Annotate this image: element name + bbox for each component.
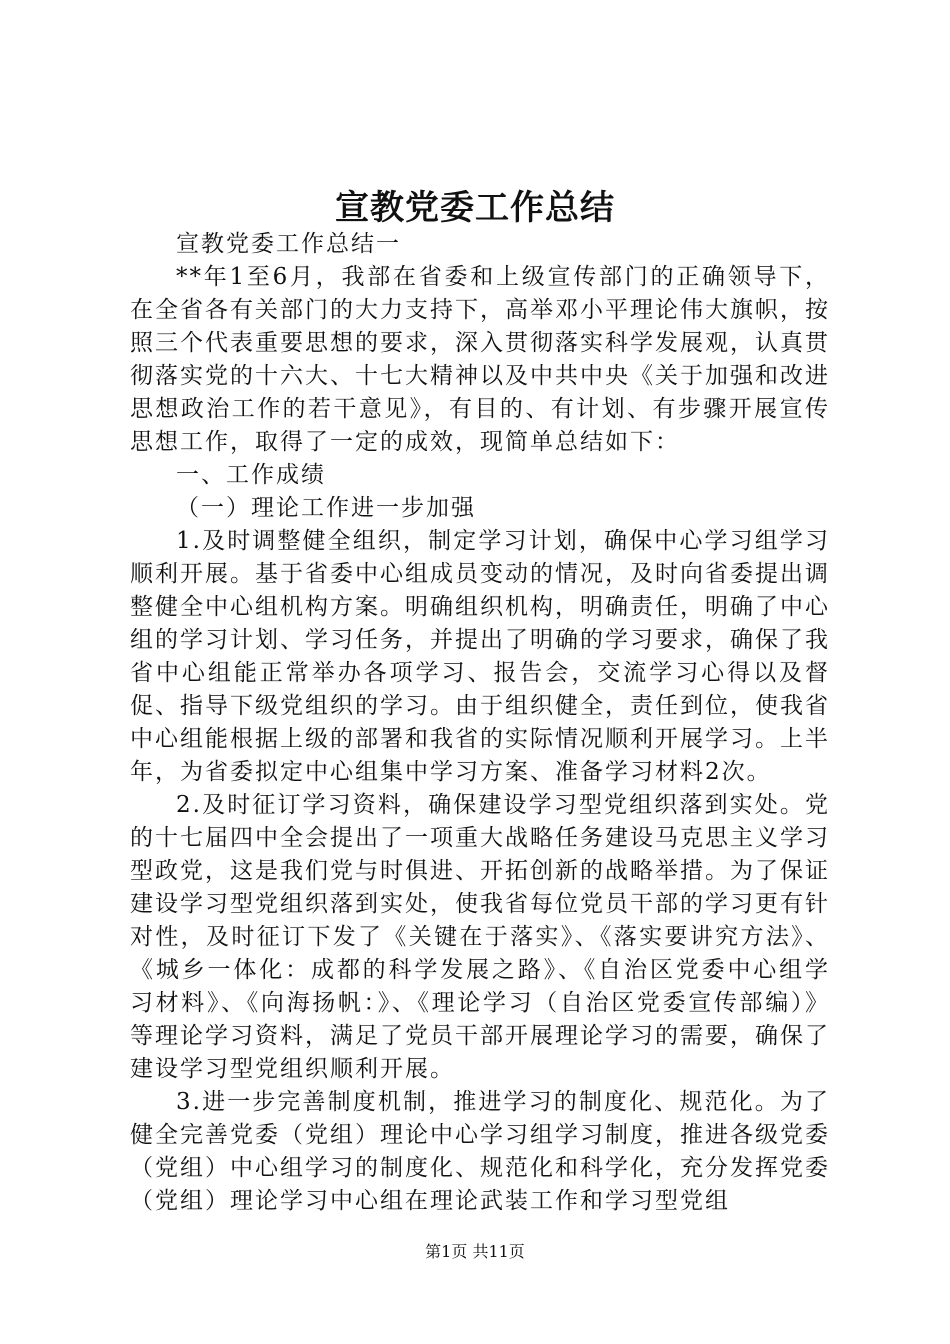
paragraph-item-2: 2.及时征订学习资料，确保建设学习型党组织落到实处。党的十七届四中全会提出了一项重大战略任务建设马克思主义学习型政党，这是我们党与时俱进、开拓创新的战略举措。为了保证建设学习型党组织落到实处，使我省每位党员干部的学习更有针对性，及时征订下发了《关键在于落实》、《落实要讲究方法》、《城乡一体化：成都的科学发展之路》、《自治区党委中心组学习材料》、《向海扬帆：》、《理论学习（自治区党委宣传部编）》等理论学习资料，满足了党员干部开展理论学习的需要，确保了建设学习型党组织顺利开展。 (130, 792, 830, 1082)
subsection-heading: （一）理论工作进一步加强 (176, 495, 476, 521)
paragraph-intro: **年1至6月，我部在省委和上级宣传部门的正确领导下，在全省各有关部门的大力支持下，高举邓小平理论伟大旗帜，按照三个代表重要思想的要求，深入贯彻落实科学发展观，认真贯彻落实党的十六大、十七大精神以及中共中央《关于加强和改进思想政治工作的若干意见》，有目的、有计划、有步骤开展宣传思想工作，取得了一定的成效，现简单总结如下： (130, 264, 830, 455)
page-footer: 第1页 共11页 (425, 1242, 525, 1261)
section-heading: 一、工作成绩 (176, 462, 326, 488)
document-body (130, 228, 830, 1218)
document-title: 宣教党委工作总结 (335, 188, 615, 228)
paragraph-item-1: 1.及时调整健全组织，制定学习计划，确保中心学习组学习顺利开展。基于省委中心组成员变动的情况，及时向省委提出调整健全中心组机构方案。明确组织机构，明确责任，明确了中心组的学习计划、学习任务，并提出了明确的学习要求，确保了我省中心组能正常举办各项学习、报告会，交流学习心得以及督促、指导下级党组织的学习。由于组织健全，责任到位，使我省中心组能根据上级的部署和我省的实际情况顺利开展学习。上半年，为省委拟定中心组集中学习方案、准备学习材料2次。 (130, 528, 830, 785)
paragraph-item-3: 3.进一步完善制度机制，推进学习的制度化、规范化。为了健全完善党委（党组）理论中心学习组学习制度，推进各级党委（党组）中心组学习的制度化、规范化和科学化，充分发挥党委（党组）理论学习中心组在理论武装工作和学习型党组 (130, 1089, 830, 1214)
paragraph-subtitle: 宣教党委工作总结一 (176, 231, 401, 257)
